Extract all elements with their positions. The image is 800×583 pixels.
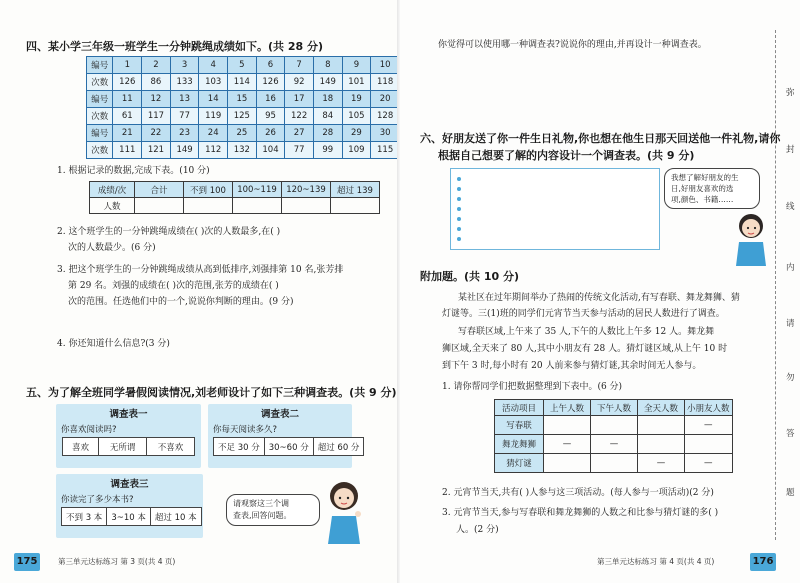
jump-cell: 3 [170,57,199,74]
survey-1 [56,404,201,468]
jump-row [87,142,400,159]
jump-cell: 21 [113,125,142,142]
activity-row [495,435,733,454]
q1-text: 1. 根据记录的数据,完成下表。(10 分) [57,166,210,176]
seal-line-char: 答 [786,429,795,439]
jump-cell: 114 [228,74,257,91]
score-range-row-label: 人数 [90,198,135,214]
bonus-p2-line3: 到下午 3 时,每小时有 20 人前来参与猜灯谜,其余时间无人参与。 [442,361,702,371]
jump-cell: 19 [342,91,371,108]
activity-row [495,416,733,435]
bonus-q2: 2. 元宵节当天,共有( )人参与这三项活动。(每人参与一项活动)(2 分) [442,488,714,498]
survey-option: 无所谓 [99,438,147,456]
activity-cell [591,454,638,473]
jump-cell: 133 [170,74,199,91]
jump-cell: 6 [256,57,285,74]
score-range-table [89,181,380,214]
jump-cell: 15 [228,91,257,108]
jump-cell: 26 [256,125,285,142]
jump-cell: 109 [342,142,371,159]
activity-cell: — [638,454,685,473]
gift-bubble-line1: 我想了解好朋友的生 [671,173,739,182]
jump-cell: 1 [113,57,142,74]
jump-cell: 4 [199,57,228,74]
jump-cell: 86 [142,74,171,91]
score-range-answer-cell [282,198,331,214]
jump-cell: 28 [313,125,342,142]
activity-row-label: 写春联 [495,416,544,435]
jump-cell: 10 [371,57,400,74]
seal-line-char: 封 [786,145,795,155]
jump-row [87,57,400,74]
jump-cell: 24 [199,125,228,142]
q3-line1: 3. 把这个班学生的一分钟跳绳成绩从高到低排序,刘强排第 10 名,张芳排 [57,265,344,275]
section-4-title: 四、某小学三年级一班学生一分钟跳绳成绩如下。(共 28 分) [26,40,324,53]
jump-cell: 18 [313,91,342,108]
jump-cell: 20 [371,91,400,108]
survey-1-options [62,437,195,456]
seal-line-char: 题 [786,488,795,498]
survey-2-question: 你每天阅读多久? [213,425,278,435]
section-6-title-line2: 根据自己想要了解的内容设计一个调查表。(共 9 分) [438,149,695,162]
jump-cell: 117 [142,108,171,125]
jump-cell: 13 [170,91,199,108]
survey-3-title: 调查表三 [110,479,149,490]
boy-illustration [728,210,774,266]
gift-bubble-line2: 日,好朋友喜欢的选 [671,184,734,193]
bonus-p2-line2: 狮区域,全天来了 80 人,其中小朋友有 28 人。猜灯谜区域,从上午 10 时 [442,344,728,354]
bonus-q3-line2: 人。(2 分) [456,525,499,535]
seal-line-char: 内 [786,263,795,273]
section-6-title-line1: 六、好朋友送了你一件生日礼物,你也想在他生日那天回送他一件礼物,请你 [420,132,781,145]
jump-cell: 128 [371,108,400,125]
survey-option: 不足 30 分 [214,438,265,456]
activity-row-label: 舞龙舞狮 [495,435,544,454]
jump-cell: 5 [228,57,257,74]
survey-3 [56,474,203,538]
activity-cell: — [685,454,733,473]
jump-cell: 84 [313,108,342,125]
jump-cell: 2 [142,57,171,74]
bonus-q3-line1: 3. 元宵节当天,参与写春联和舞龙舞狮的人数之和比参与猜灯谜的多( ) [442,508,719,518]
bonus-q1: 1. 请你帮同学们把数据整理到下表中。(6 分) [442,382,623,392]
activity-header: 活动项目 [495,400,544,416]
jump-cell: 8 [313,57,342,74]
jump-row-label: 次数 [87,108,113,125]
jump-cell: 132 [228,142,257,159]
jump-cell: 16 [256,91,285,108]
survey-3-question: 你读完了多少本书? [61,495,134,505]
jump-cell: 29 [342,125,371,142]
survey-1-title: 调查表一 [109,409,148,420]
activity-cell: — [544,435,591,454]
jump-cell: 22 [142,125,171,142]
design-survey-box [450,168,660,250]
survey-2 [208,404,360,468]
jump-cell: 61 [113,108,142,125]
score-range-header: 超过 139 [331,182,380,198]
jump-cell: 23 [170,125,199,142]
survey-option: 喜欢 [63,438,99,456]
jump-row [87,91,400,108]
score-range-header: 100~119 [233,182,282,198]
jump-cell: 11 [113,91,142,108]
jump-row [87,74,400,91]
seal-line-char: 弥 [786,88,795,98]
jump-row-label: 编号 [87,57,113,74]
seal-line-char: 勿 [786,373,795,383]
score-range-header: 合计 [135,182,184,198]
bonus-p2-line1: 写春联区域,上午来了 35 人,下午的人数比上午多 12 人。舞龙舞 [458,327,715,337]
right-page [400,0,800,583]
jump-cell: 126 [113,74,142,91]
jump-cell: 149 [313,74,342,91]
q2-line2: 次的人数最少。(6 分) [68,243,156,253]
bonus-title: 附加题。(共 10 分) [420,270,520,283]
activity-header: 小朋友人数 [685,400,733,416]
jump-cell: 30 [371,125,400,142]
survey-3-options [61,507,202,526]
score-range-answer-cell [233,198,282,214]
jump-row [87,125,400,142]
jump-cell: 111 [113,142,142,159]
jump-cell: 7 [285,57,314,74]
q3-line2: 第 29 名。刘强的成绩在( )次的范围,张芳的成绩在( ) [68,281,279,291]
jump-cell: 125 [228,108,257,125]
score-range-header: 不到 100 [184,182,233,198]
survey-2-title: 调查表二 [260,409,299,420]
jump-cell: 77 [170,108,199,125]
activity-header: 上午人数 [544,400,591,416]
jump-cell: 17 [285,91,314,108]
hint-bubble-line2: 查表,回答问题。 [233,511,292,520]
jump-cell: 14 [199,91,228,108]
jump-cell: 27 [285,125,314,142]
jump-cell: 119 [199,108,228,125]
jump-row-label: 次数 [87,142,113,159]
activity-cell [638,435,685,454]
seal-line-char: 线 [786,202,795,212]
score-range-answer-cell [135,198,184,214]
jump-row-label: 编号 [87,125,113,142]
jump-cell: 112 [199,142,228,159]
jump-cell: 103 [199,74,228,91]
jump-row-label: 编号 [87,91,113,108]
jump-cell: 118 [371,74,400,91]
jump-cell: 9 [342,57,371,74]
footer-left: 第三单元达标练习 第 3 页(共 4 页) [58,557,176,566]
activity-cell: — [591,435,638,454]
jump-cell: 25 [228,125,257,142]
jump-cell: 99 [313,142,342,159]
score-range-answer-cell [331,198,380,214]
jump-cell: 92 [285,74,314,91]
jump-cell: 77 [285,142,314,159]
jump-cell: 12 [142,91,171,108]
seal-line-char: 请 [786,319,795,329]
survey-1-question: 你喜欢阅读吗? [61,425,117,435]
survey-option: 不喜欢 [147,438,195,456]
girl-illustration [318,476,370,546]
jump-cell: 101 [342,74,371,91]
hint-bubble [226,494,320,526]
jump-row-label: 次数 [87,74,113,91]
activity-header: 下午人数 [591,400,638,416]
hint-bubble-line1: 请观察这三个调 [233,499,289,508]
activity-cell: — [685,416,733,435]
activity-cell [591,416,638,435]
activity-cell [685,435,733,454]
jump-cell: 149 [170,142,199,159]
q4-text: 4. 你还知道什么信息?(3 分) [57,339,170,349]
q2-line1: 2. 这个班学生的一分钟跳绳成绩在( )次的人数最多,在( ) [57,227,281,237]
choose-survey-text: 你觉得可以使用哪一种调查表?说说你的理由,并再设计一种调查表。 [438,40,707,50]
activity-cell [544,416,591,435]
seal-line [775,30,777,540]
jump-cell: 122 [285,108,314,125]
bonus-p1-line2: 灯谜等。三(1)班的同学们元宵节当天参与活动的居民人数进行了调查。 [442,309,725,319]
survey-option: 3~10 本 [107,508,151,526]
jump-rope-table [86,56,400,159]
survey-option: 超过 10 本 [150,508,201,526]
activity-row [495,454,733,473]
survey-2-options [213,437,364,456]
page-number-right: 176 [750,553,776,571]
gift-bubble-line3: 项,颜色、书籍…… [671,195,734,204]
page-number-left: 175 [14,553,40,571]
activity-cell [544,454,591,473]
gift-bubble [664,168,760,209]
jump-cell: 121 [142,142,171,159]
activity-table [494,399,733,473]
survey-option: 30~60 分 [264,438,313,456]
bonus-p1-line1: 某社区在过年期间举办了热闹的传统文化活动,有写春联、舞龙舞狮、猜 [458,293,740,303]
activity-cell [638,416,685,435]
jump-cell: 126 [256,74,285,91]
survey-option: 超过 60 分 [313,438,364,456]
activity-header: 全天人数 [638,400,685,416]
jump-cell: 95 [256,108,285,125]
footer-right: 第三单元达标练习 第 4 页(共 4 页) [597,557,715,566]
survey-option: 不到 3 本 [62,508,107,526]
score-range-answer-cell [184,198,233,214]
q3-line3: 次的范围。任选他们中的一个,说说你判断的理由。(9 分) [68,297,294,307]
jump-cell: 105 [342,108,371,125]
score-range-header: 成绩/次 [90,182,135,198]
score-range-header: 120~139 [282,182,331,198]
jump-cell: 104 [256,142,285,159]
activity-row-label: 猜灯谜 [495,454,544,473]
jump-cell: 115 [371,142,400,159]
spiral-binding [453,169,467,249]
jump-row [87,108,400,125]
section-5-title: 五、为了解全班同学暑假阅读情况,刘老师设计了如下三种调查表。(共 9 分) [26,386,397,399]
